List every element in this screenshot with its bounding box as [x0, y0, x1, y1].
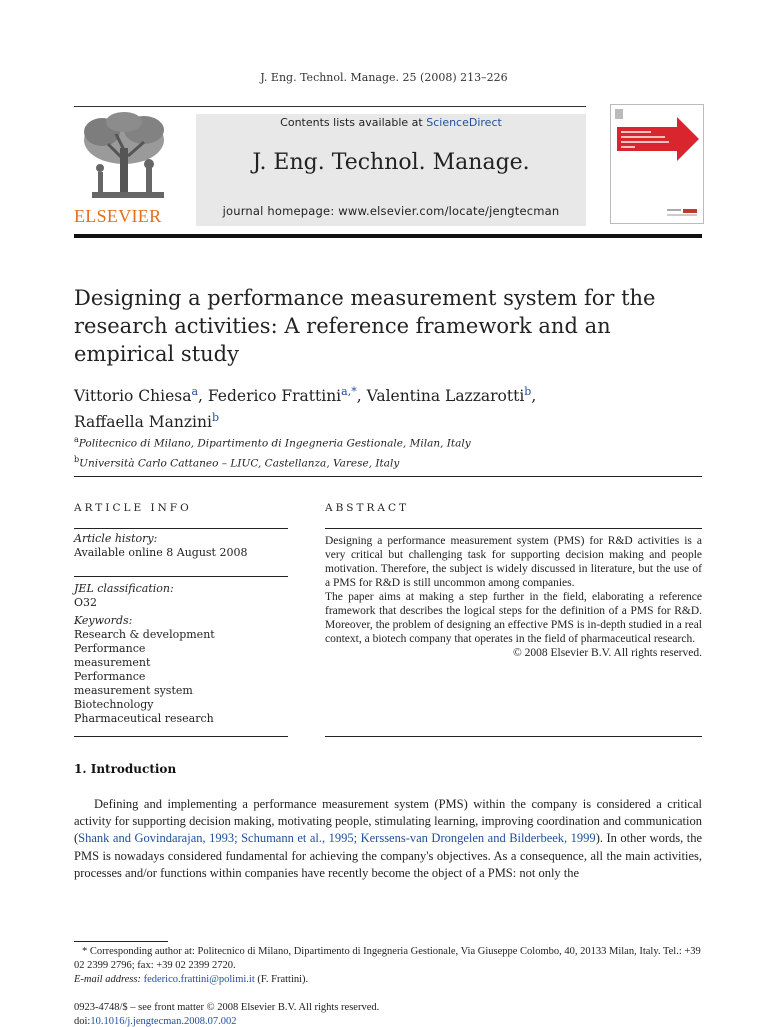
- author[interactable]: Raffaella Manzini: [74, 413, 212, 432]
- issn-front-matter: 0923-4748/$ – see front matter © 2008 Elsevier B.V. All rights reserved.: [74, 1002, 380, 1013]
- author-list: [74, 381, 694, 433]
- abstract-heading: ABSTRACT: [325, 502, 410, 514]
- article-info-rule: [74, 736, 288, 737]
- introduction-paragraph: Defining and implementing a performance measurement system (PMS) within the company is considered a critical activity for supporting decision making, motivating people, stimulating learning, improving coordination and communication (Shank and Govindarajan, 1993; Schumann et al., 1995; Kerssens-van Drongelen and Bilderbeek, 1999). In other words, the PMS is nowadays considered fundamental for achieving the company's objectives. As a consequence, all the main activities, processes and/or functions within companies have recently become the object of a PMS: not only the: [74, 797, 702, 880]
- history-label: Article history:: [74, 532, 158, 545]
- keyword: Pharmaceutical research: [74, 712, 214, 725]
- copyright-notice: © 2008 Elsevier B.V. All rights reserved.: [513, 647, 702, 659]
- affiliation-line: $^a$Politecnico di Milano, Dipartimento di Ingegneria Gestionale, Milan, Italy: [74, 435, 471, 450]
- abstract-paragraph: Designing a performance measurement system (PMS) for R&D activities is a very critical but challenging task for supporting decision making and people motivation. Therefore, the subject is widely discussed in literature, but the use of a PMS for R&D is still uncommon among companies.: [325, 535, 702, 589]
- author-affiliation-marker[interactable]: a,*: [341, 385, 357, 398]
- header-bottom-rule: [74, 234, 702, 238]
- article-title: Designing a performance measurement system for the research activities: A reference framework and an empirical study: [74, 286, 656, 366]
- citation-link[interactable]: Shank and Govindarajan, 1993; Schumann et al., 1995; Kerssens-van Drongelen and Bilderbeek, 1999: [78, 831, 596, 846]
- abstract-paragraph: The paper aims at making a step further in the field, elaborating a reference framework that describes the logical steps for the definition of a PMS for R&D. Moreover, the problem of designing an effective PMS is in-depth studied in a real context, a biotech company that operates in the field of pharmaceutical research.: [325, 591, 702, 645]
- footnote-rule: [74, 941, 168, 942]
- jel-value: O32: [74, 596, 98, 609]
- author-separator: ,: [531, 387, 537, 406]
- abstract-rule: [325, 736, 702, 737]
- article-info-rule: [74, 528, 288, 529]
- author[interactable]: Vittorio Chiesa: [74, 387, 192, 406]
- section-heading-introduction: 1. Introduction: [74, 762, 177, 776]
- doi-line: doi:10.1016/j.jengtecman.2008.07.002: [74, 1016, 237, 1027]
- affiliations: [74, 432, 694, 471]
- journal-citation: J. Eng. Technol. Manage. 25 (2008) 213–226: [260, 71, 508, 84]
- journal-cover-thumbnail: [610, 104, 704, 224]
- journal-homepage-line: journal homepage: www.elsevier.com/locate/jengtecman: [222, 204, 560, 218]
- section-rule: [74, 476, 702, 477]
- keyword: Performance: [74, 642, 146, 655]
- sciencedirect-link[interactable]: ScienceDirect: [426, 116, 502, 129]
- header-top-rule: [74, 106, 586, 107]
- contents-available-line: Contents lists available at ScienceDirect: [280, 116, 502, 129]
- author[interactable]: Federico Frattini: [207, 387, 342, 406]
- keyword: Research & development: [74, 628, 215, 641]
- keyword: measurement system: [74, 684, 193, 697]
- jel-label: JEL classification:: [74, 582, 174, 595]
- author-separator: ,: [198, 387, 208, 406]
- journal-homepage-url[interactable]: www.elsevier.com/locate/jengtecman: [338, 204, 560, 218]
- author[interactable]: Valentina Lazzarotti: [366, 387, 525, 406]
- author-affiliation-marker[interactable]: a: [191, 385, 199, 398]
- journal-name: J. Eng. Technol. Manage.: [252, 150, 530, 175]
- author-affiliation-marker[interactable]: b: [211, 411, 219, 425]
- keyword: measurement: [74, 656, 151, 669]
- article-info-panel: [74, 532, 294, 726]
- keyword: Biotechnology: [74, 698, 154, 711]
- author-separator: ,: [356, 387, 367, 406]
- abstract-body: [325, 534, 702, 660]
- article-info-heading: ARTICLE INFO: [74, 502, 192, 514]
- corresponding-author-footnote: * Corresponding author at: Politecnico di Milano, Dipartimento di Ingegneria Gestionale, Via Giuseppe Colombo, 40, 20133 Milan, Italy. Tel.: +39 02 2399 2796; fax: +39 02 2399 2720. E-mail address: federico.frattini@polimi.it (F. Frattini).: [74, 946, 701, 985]
- doi-link[interactable]: 10.1016/j.jengtecman.2008.07.002: [90, 1016, 237, 1027]
- affiliation-line: $^b$Università Carlo Cattaneo – LIUC, Castellanza, Varese, Italy: [74, 454, 400, 469]
- keyword: Performance: [74, 670, 146, 683]
- history-value: Available online 8 August 2008: [74, 546, 248, 559]
- author-affiliation-marker[interactable]: b: [524, 385, 532, 398]
- author-email-link[interactable]: federico.frattini@polimi.it: [143, 974, 255, 985]
- keywords-label: Keywords:: [74, 614, 133, 627]
- elsevier-wordmark: ELSEVIER: [74, 206, 162, 226]
- abstract-rule: [325, 528, 702, 529]
